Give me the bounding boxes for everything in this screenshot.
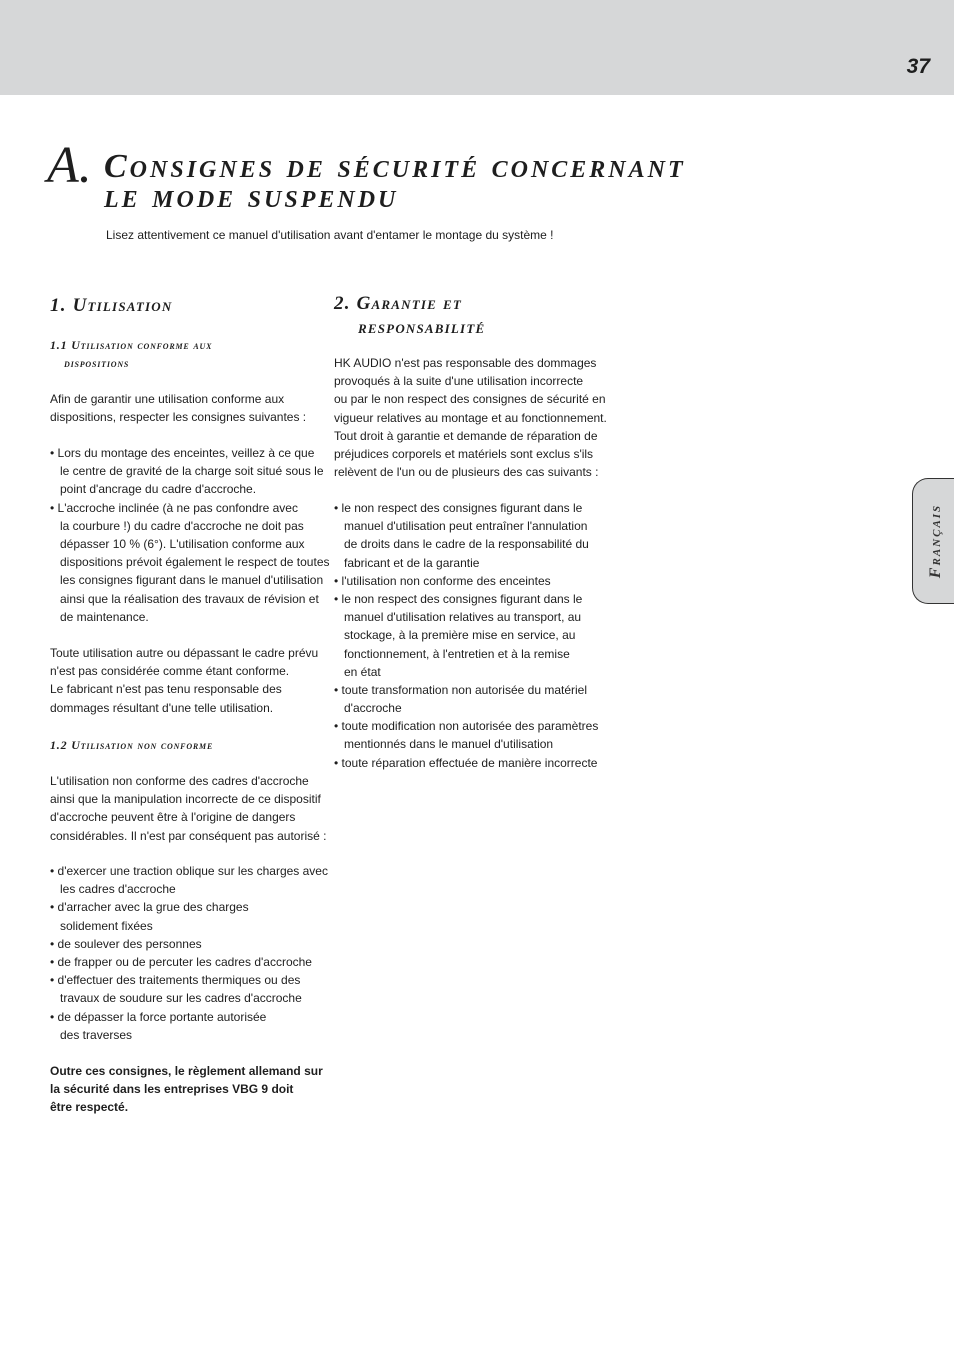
text-line: L'utilisation non conforme des cadres d'accroche <box>50 774 309 788</box>
text-line: • Lors du montage des enceintes, veillez à ce que <box>50 446 315 460</box>
language-label: Français <box>926 503 944 579</box>
text-line: Tout droit à garantie et demande de réparation de <box>334 428 598 443</box>
subsection-title-1-1-cont: dispositions <box>64 356 130 370</box>
text-line: • d'effectuer des traitements thermiques ou des <box>50 973 301 988</box>
text-line: d'accroche peuvent être à l'origine de dangers <box>50 810 296 825</box>
text-line: de maintenance. <box>50 609 149 624</box>
text-line: Le fabricant n'est pas tenu responsable des <box>50 682 282 697</box>
language-tab <box>912 478 954 604</box>
text-line: • de soulever des personnes <box>50 936 202 951</box>
text-line: • de dépasser la force portante autorisée <box>50 1009 267 1024</box>
text-line: en état <box>334 664 381 679</box>
text-line: • le non respect des consignes figurant dans le <box>334 501 583 515</box>
text-line: de droits dans le cadre de la responsabilité du <box>334 537 589 552</box>
paragraph <box>50 390 306 426</box>
text-line: dispositions prévoit également le respect de toutes <box>50 555 330 570</box>
text-line: les cadres d'accroche <box>50 882 176 897</box>
intro-text: Lisez attentivement ce manuel d'utilisation avant d'entamer le montage du système ! <box>106 228 554 242</box>
text-line: dommages résultant d'une telle utilisation. <box>50 700 274 715</box>
header-band <box>0 0 954 95</box>
section-title-garantie-cont: responsabilité <box>358 317 486 338</box>
bullet-list <box>50 444 330 626</box>
text-line: ou par le non respect des consignes de sécurité en <box>334 392 606 407</box>
text-line: • toute réparation effectuée de manière incorrecte <box>334 755 598 770</box>
text-line: mentionnés dans le manuel d'utilisation <box>334 737 554 752</box>
title-line-1: Consignes de sécurité concernant <box>104 148 686 185</box>
subsection-title-1-1: 1.1 Utilisation conforme aux <box>50 338 213 352</box>
text-line: • toute transformation non autorisée du matériel <box>334 682 588 697</box>
text-line: fonctionnement, à l'entretien et à la remise <box>334 646 570 661</box>
text-line: relèvent de l'un ou de plusieurs des cas suivants : <box>334 465 599 480</box>
text-line: Outre ces consignes, le règlement allemand sur <box>50 1064 323 1078</box>
paragraph <box>334 354 607 481</box>
text-line: • de frapper ou de percuter les cadres d'accroche <box>50 954 312 969</box>
text-line: • d'arracher avec la grue des charges <box>50 900 249 915</box>
text-line: Toute utilisation autre ou dépassant le cadre prévu <box>50 646 319 660</box>
text-line: des traverses <box>50 1027 133 1042</box>
title-line-2: le mode suspendu <box>104 178 399 215</box>
text-line: vigueur relatives au montage et au fonctionnement. <box>334 410 607 425</box>
text-line: d'accroche <box>334 701 402 716</box>
text-line: être respecté. <box>50 1100 129 1115</box>
text-line: les consignes figurant dans le manuel d'utilisation <box>50 573 324 588</box>
text-line: travaux de soudure sur les cadres d'accroche <box>50 991 302 1006</box>
text-line: préjudices corporels et matériels sont exclus s'ils <box>334 446 594 461</box>
text-line: stockage, à la première mise en service, au <box>334 628 576 643</box>
bold-note <box>50 1062 323 1117</box>
text-line: • le non respect des consignes figurant dans le <box>334 591 583 606</box>
section-title-utilisation: 1. Utilisation <box>50 295 173 316</box>
text-line: manuel d'utilisation peut entraîner l'annulation <box>334 519 588 534</box>
title-letter: A. <box>47 137 92 194</box>
text-line: fabricant et de la garantie <box>334 555 480 570</box>
text-line: dispositions, respecter les consignes suivantes : <box>50 410 307 425</box>
text-line: provoqués à la suite d'une utilisation incorrecte <box>334 374 584 389</box>
paragraph <box>50 644 318 717</box>
section-title-garantie: 2. Garantie et <box>334 293 462 314</box>
text-line: considérables. Il n'est par conséquent pas autorisé : <box>50 828 327 843</box>
bullet-list <box>50 862 328 1044</box>
text-line: manuel d'utilisation relatives au transport, au <box>334 610 582 625</box>
text-line: HK AUDIO n'est pas responsable des dommages <box>334 356 597 370</box>
text-line: solidement fixées <box>50 918 153 933</box>
text-line: • L'accroche inclinée (à ne pas confondre avec <box>50 500 298 515</box>
text-line: la courbure !) du cadre d'accroche ne doit pas <box>50 518 304 533</box>
text-line: le centre de gravité de la charge soit situé sous le <box>50 464 324 479</box>
subsection-title-1-2: 1.2 Utilisation non conforme <box>50 738 214 752</box>
text-line: la sécurité dans les entreprises VBG 9 doit <box>50 1082 294 1097</box>
paragraph <box>50 772 326 845</box>
text-line: • d'exercer une traction oblique sur les charges avec <box>50 864 328 878</box>
text-line: ainsi que la manipulation incorrecte de ce dispositif <box>50 792 321 807</box>
text-line: n'est pas considérée comme étant conforme. <box>50 664 290 679</box>
text-line: Afin de garantir une utilisation conforme aux <box>50 392 285 406</box>
text-line: • l'utilisation non conforme des enceintes <box>334 573 551 588</box>
bullet-list <box>334 499 598 772</box>
text-line: ainsi que la réalisation des travaux de révision et <box>50 591 319 606</box>
text-line: • toute modification non autorisée des paramètres <box>334 719 599 734</box>
page-number: 37 <box>906 55 930 78</box>
text-line: dépasser 10 % (6°). L'utilisation conforme aux <box>50 536 305 551</box>
text-line: point d'ancrage du cadre d'accroche. <box>50 482 257 497</box>
